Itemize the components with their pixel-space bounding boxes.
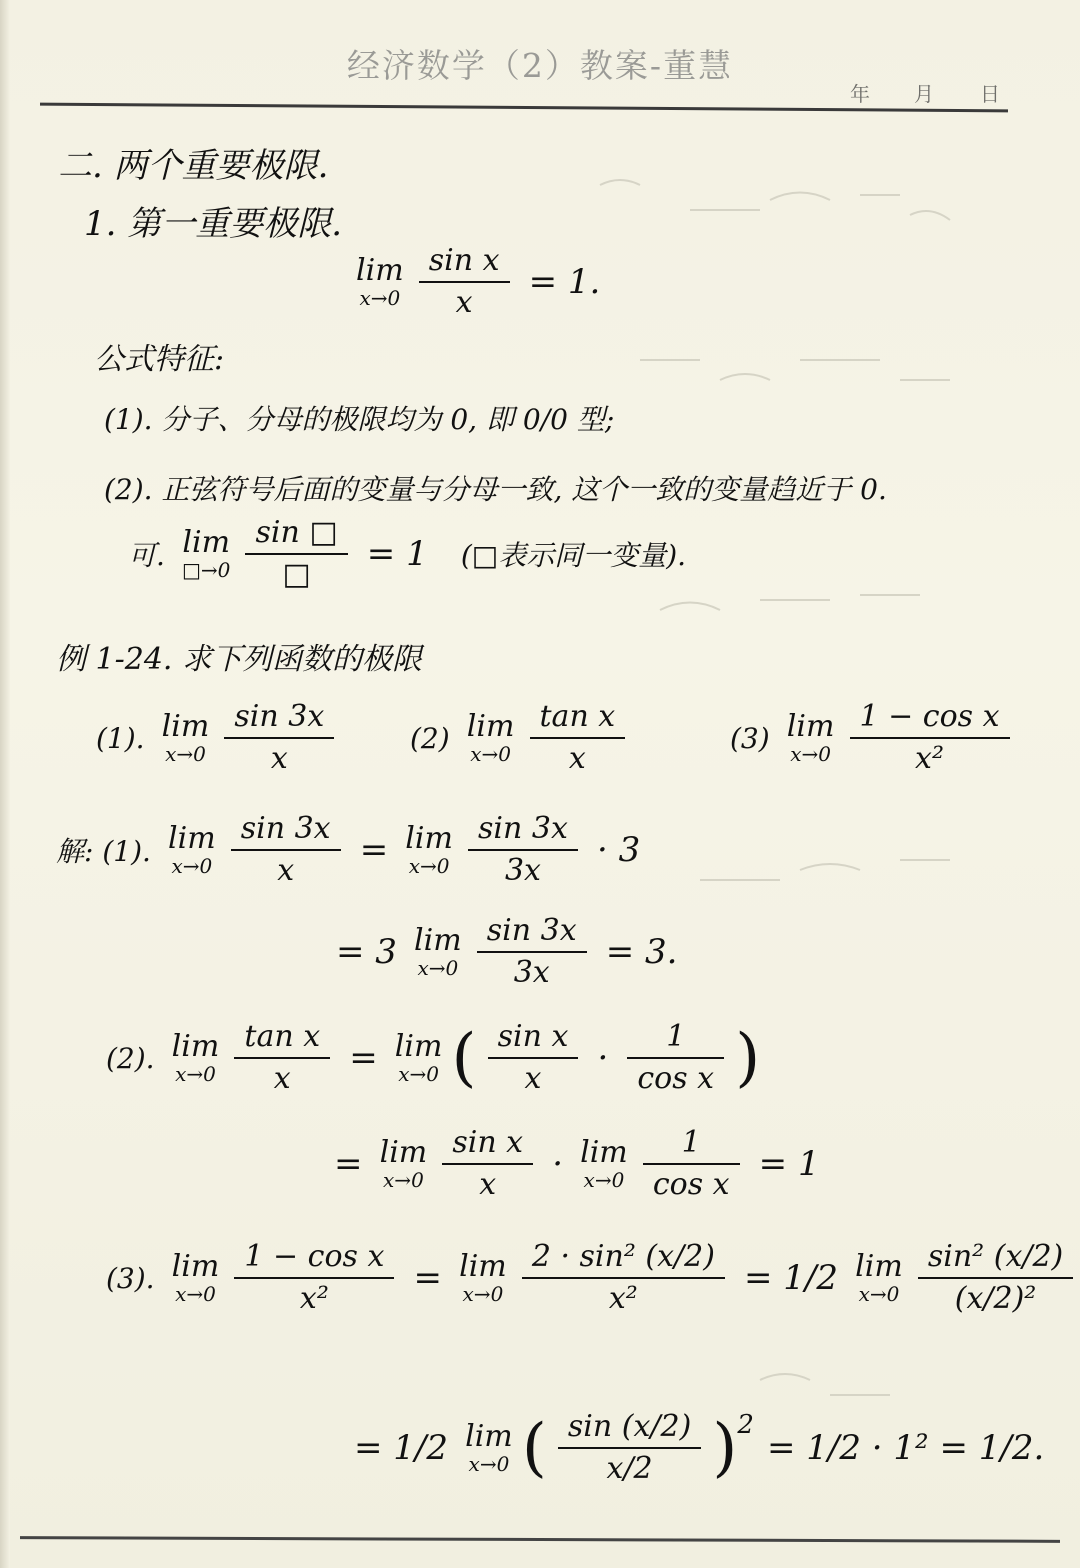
first-important-limit-formula: [352, 244, 608, 320]
left-paren: (: [521, 1411, 547, 1485]
solution-1-line-2: [328, 914, 685, 990]
equals-sign: =: [349, 1038, 378, 1078]
solution-3-line-1: [106, 1240, 1079, 1316]
limit-operator: lim x→0: [161, 709, 210, 766]
coefficient: = 1/2: [744, 1258, 839, 1298]
result: = 1/2 · 1² = 1/2.: [766, 1428, 1045, 1468]
equals-value: = 1: [366, 534, 428, 574]
problem-3: [730, 700, 1016, 776]
limit-operator: lim x→0: [786, 709, 835, 766]
solution-3-line-2: [346, 1410, 1052, 1486]
solution-1-line-1: [56, 812, 648, 888]
fraction: $\frac{\sin (x/2)}{x/2}$: [558, 1410, 701, 1486]
problem-label: (1).: [96, 721, 145, 755]
result: = 1: [758, 1144, 820, 1184]
equals-sign: =: [334, 1144, 363, 1184]
solution-label: (3).: [106, 1261, 155, 1295]
fraction: $\frac{1}{\text{cos x}}$: [627, 1020, 724, 1096]
fraction: $\frac{1}{\text{cos x}}$: [643, 1126, 740, 1202]
fraction: $\frac{\sin 3x}{x}$: [224, 700, 334, 776]
right-paren: ): [712, 1411, 738, 1485]
equals-sign: =: [359, 830, 389, 870]
limit-operator: lim x→0: [379, 1135, 428, 1192]
limit-operator: lim x→0: [459, 1249, 507, 1306]
fraction: $\frac{\sin 3x}{3x}$: [468, 812, 578, 888]
date-month-label: 月: [914, 82, 934, 106]
solution-label: 解: (1).: [56, 835, 151, 868]
dot-operator: ·: [552, 1144, 564, 1184]
fraction: $\frac{\text{1 − cos x}}{\text{x²}}$: [850, 700, 1010, 776]
coefficient: = 1/2: [354, 1428, 449, 1468]
subsection-heading: 1. 第一重要极限.: [84, 204, 343, 244]
fraction: $\frac{\text{sin x}}{x}$: [488, 1020, 579, 1096]
fraction: $\frac{\sin 3x}{x}$: [231, 812, 341, 888]
limit-operator: lim x→0: [414, 923, 462, 980]
fraction: $\frac{\sin □}{□}$: [245, 516, 347, 592]
right-paren: ): [735, 1021, 761, 1095]
limit-operator: lim x→0: [356, 253, 404, 310]
limit-operator: lim x→0: [394, 1029, 443, 1086]
coefficient: = 3: [336, 932, 397, 972]
fraction: $\frac{\text{sin x}}{x}$: [419, 244, 510, 320]
limit-operator: lim x→0: [168, 821, 216, 878]
equals-value: = 1.: [528, 262, 601, 302]
limit-operator: lim x→0: [171, 1029, 220, 1086]
fraction: $\frac{\text{tan x}}{x}$: [530, 700, 626, 776]
problem-label: (2): [410, 721, 450, 755]
fraction: $\frac{\text{tan x}}{x}$: [234, 1020, 330, 1096]
problem-label: (3): [730, 721, 770, 755]
result: = 3.: [605, 932, 678, 972]
date-day-label: 日: [980, 82, 1000, 106]
exponent: 2: [737, 1410, 754, 1440]
example-heading: 例 1-24. 求下列函数的极限: [56, 642, 423, 677]
fraction: $\frac{\text{2 · sin² (x/2)}}{\text{x²}}$: [522, 1240, 725, 1316]
dot-operator: ·: [597, 1038, 609, 1078]
problem-1: [96, 700, 340, 776]
fraction: $\frac{\text{sin x}}{x}$: [442, 1126, 533, 1202]
fraction: $\frac{\sin 3x}{3x}$: [477, 914, 587, 990]
features-label: 公式特征:: [94, 342, 225, 377]
solution-label: (2).: [106, 1041, 155, 1075]
fraction: $\frac{\text{1 − cos x}}{\text{x²}}$: [234, 1240, 394, 1316]
limit-operator: lim x→0: [466, 709, 515, 766]
prefix-label: 可.: [128, 539, 165, 572]
equals-sign: =: [413, 1258, 442, 1298]
date-year-label: 年: [850, 82, 870, 106]
solution-2-line-1: [106, 1020, 760, 1096]
feature-1: (1). 分子、分母的极限均为 0, 即 0/0 型;: [104, 403, 615, 436]
limit-operator: lim □→0: [182, 525, 231, 582]
box-note: (□表示同一变量).: [460, 539, 687, 572]
general-limit-formula: [128, 516, 694, 592]
limit-operator: lim x→0: [855, 1249, 903, 1306]
problem-2: [410, 700, 631, 776]
limit-operator: lim x→0: [580, 1135, 628, 1192]
section-heading: 二. 两个重要极限.: [58, 146, 329, 186]
limit-operator: lim x→0: [405, 821, 453, 878]
limit-operator: lim x→0: [171, 1249, 220, 1306]
solution-2-line-2: [326, 1126, 828, 1202]
fraction: $\frac{\text{sin² (x/2)}}{\text{(x/2)²}}$: [918, 1240, 1073, 1316]
left-paren: (: [451, 1021, 477, 1095]
limit-operator: lim x→0: [465, 1419, 513, 1476]
page-header-title: 经济数学（2）教案-董慧: [346, 46, 734, 85]
feature-2: (2). 正弦符号后面的变量与分母一致, 这个一致的变量趋近于 0.: [104, 473, 887, 506]
times-three: · 3: [596, 830, 641, 870]
